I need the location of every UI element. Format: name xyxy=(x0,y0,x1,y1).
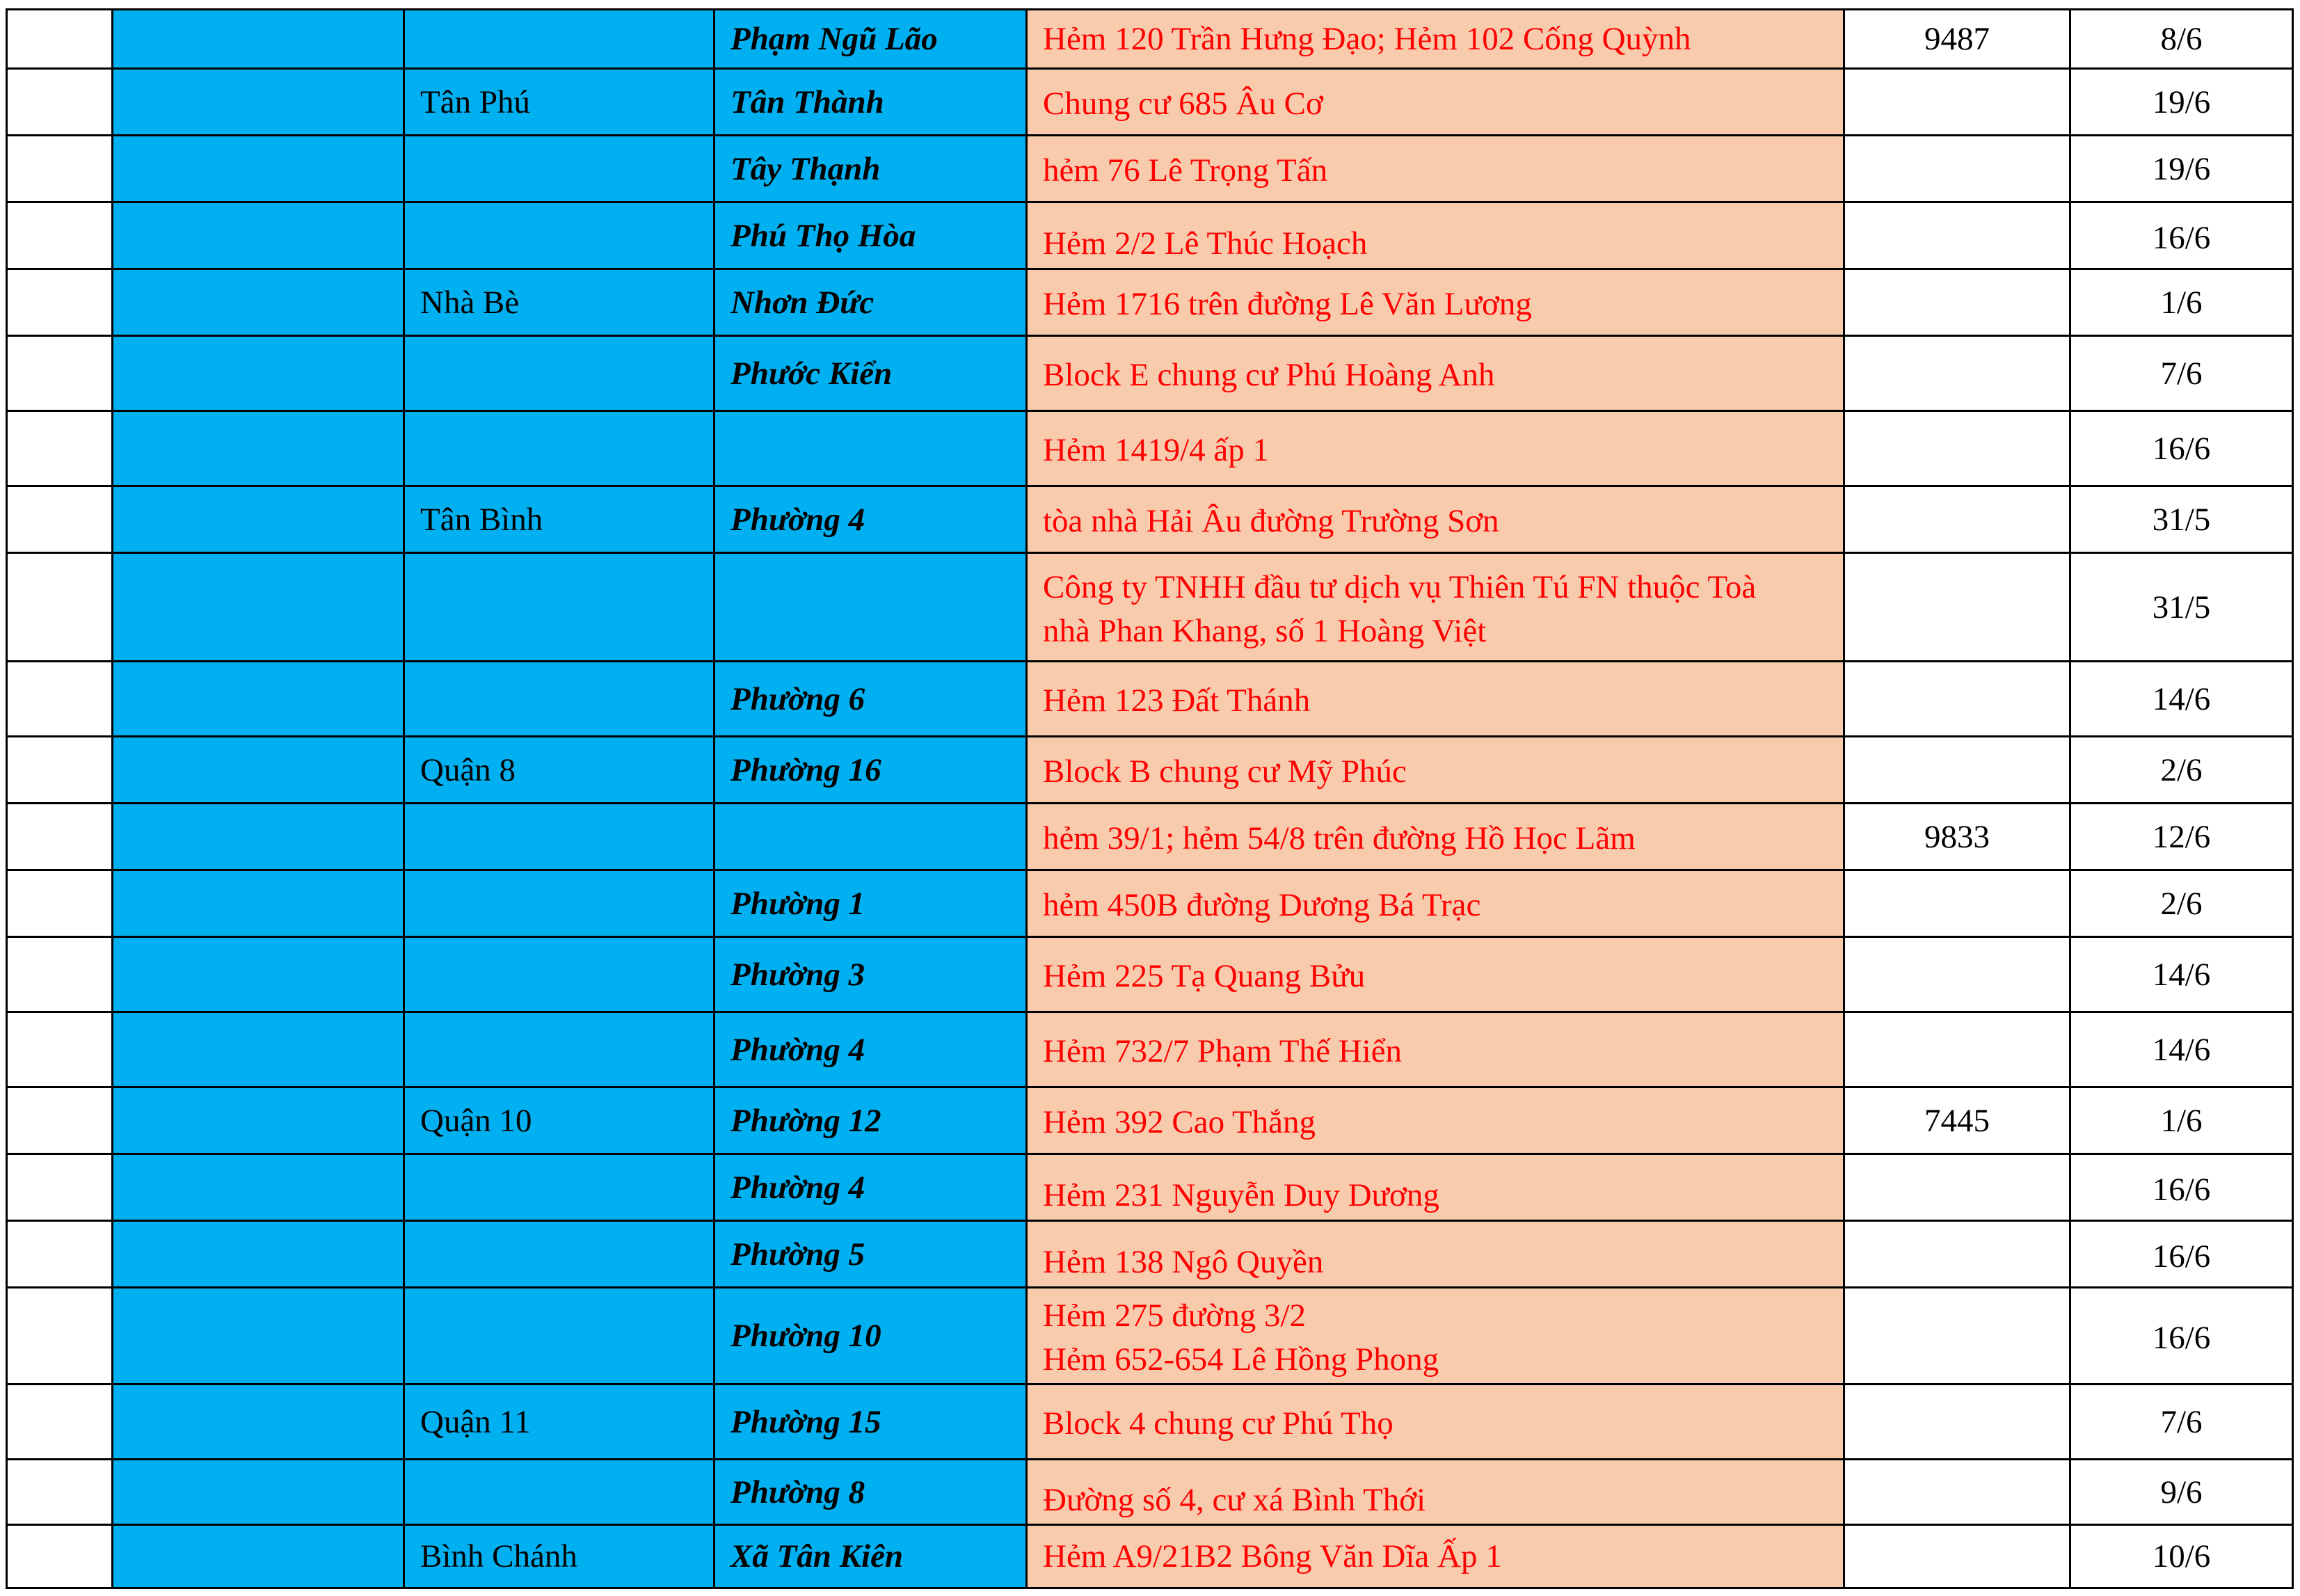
city-cell xyxy=(113,336,404,411)
index-cell xyxy=(7,1221,113,1288)
index-cell xyxy=(7,1460,113,1525)
ward-cell: Phú Thọ Hòa xyxy=(714,202,1027,269)
case-count-cell xyxy=(1844,1460,2070,1525)
city-cell xyxy=(113,1221,404,1288)
district-cell: Tân Phú xyxy=(404,69,714,136)
index-cell xyxy=(7,336,113,411)
table-row xyxy=(7,1288,2293,1384)
date-cell: 14/6 xyxy=(2070,662,2293,737)
city-cell xyxy=(113,136,404,202)
ward-cell: Phường 8 xyxy=(714,1460,1027,1525)
district-cell xyxy=(404,10,714,69)
address-line: hẻm 39/1; hẻm 54/8 trên đường Hồ Học Lãm xyxy=(1043,820,1636,856)
case-count-cell: 9487 xyxy=(1844,10,2070,69)
ward-cell: Phường 4 xyxy=(714,486,1027,553)
index-cell xyxy=(7,737,113,804)
address-line: Hẻm 138 Ngô Quyền xyxy=(1043,1244,1324,1280)
case-count-cell xyxy=(1844,937,2070,1012)
table-row xyxy=(7,1384,2293,1460)
address-line: hẻm 76 Lê Trọng Tấn xyxy=(1043,152,1328,189)
address-line: Hẻm 225 Tạ Quang Bửu xyxy=(1043,958,1366,994)
district-cell xyxy=(404,411,714,486)
table-row xyxy=(7,1012,2293,1087)
ward-cell xyxy=(714,804,1027,870)
index-cell xyxy=(7,937,113,1012)
address-line: Block E chung cư Phú Hoàng Anh xyxy=(1043,357,1495,393)
index-cell xyxy=(7,553,113,662)
ward-cell: Phường 16 xyxy=(714,737,1027,804)
city-cell xyxy=(113,1460,404,1525)
case-count-cell xyxy=(1844,1525,2070,1588)
district-cell xyxy=(404,136,714,202)
case-count-cell xyxy=(1844,1012,2070,1087)
table-row xyxy=(7,804,2293,870)
date-cell: 16/6 xyxy=(2070,1288,2293,1384)
address-line: Hẻm A9/21B2 Bông Văn Dĩa Ấp 1 xyxy=(1043,1538,1502,1574)
case-count-cell xyxy=(1844,1288,2070,1384)
date-cell: 7/6 xyxy=(2070,336,2293,411)
district-cell xyxy=(404,202,714,269)
district-cell: Quận 11 xyxy=(404,1384,714,1460)
ward-cell: Phường 4 xyxy=(714,1012,1027,1087)
table-row xyxy=(7,1525,2293,1588)
address-line: tòa nhà Hải Âu đường Trường Sơn xyxy=(1043,503,1499,539)
address-line: Block 4 chung cư Phú Thọ xyxy=(1043,1405,1393,1442)
index-cell xyxy=(7,1384,113,1460)
date-cell: 16/6 xyxy=(2070,202,2293,269)
city-cell xyxy=(113,486,404,553)
ward-cell: Phước Kiển xyxy=(714,336,1027,411)
ward-cell: Nhơn Đức xyxy=(714,269,1027,336)
address-cell xyxy=(1027,553,1844,662)
city-cell xyxy=(113,69,404,136)
ward-cell xyxy=(714,553,1027,662)
address-line: Hẻm 392 Cao Thắng xyxy=(1043,1104,1316,1140)
district-cell: Nhà Bè xyxy=(404,269,714,336)
index-cell xyxy=(7,69,113,136)
date-cell: 9/6 xyxy=(2070,1460,2293,1525)
city-cell xyxy=(113,804,404,870)
ward-cell: Phường 12 xyxy=(714,1087,1027,1154)
ward-cell: Phạm Ngũ Lão xyxy=(714,10,1027,69)
address-line: Hẻm 123 Đất Thánh xyxy=(1043,683,1311,719)
date-cell: 7/6 xyxy=(2070,1384,2293,1460)
address-cell xyxy=(1027,1087,1844,1154)
address-cell xyxy=(1027,336,1844,411)
address-cell xyxy=(1027,10,1844,69)
date-cell: 12/6 xyxy=(2070,804,2293,870)
case-count-cell xyxy=(1844,1384,2070,1460)
address-line: Hẻm 2/2 Lê Thúc Hoạch xyxy=(1043,225,1368,262)
city-cell xyxy=(113,202,404,269)
district-cell xyxy=(404,336,714,411)
address-line: Hẻm 1419/4 ấp 1 xyxy=(1043,432,1270,468)
date-cell: 14/6 xyxy=(2070,1012,2293,1087)
index-cell xyxy=(7,1288,113,1384)
ward-cell: Tân Thành xyxy=(714,69,1027,136)
case-count-cell xyxy=(1844,202,2070,269)
city-cell xyxy=(113,1525,404,1588)
address-cell xyxy=(1027,1384,1844,1460)
table-row xyxy=(7,136,2293,202)
district-cell xyxy=(404,937,714,1012)
city-cell xyxy=(113,1288,404,1384)
table-row xyxy=(7,486,2293,553)
city-cell xyxy=(113,737,404,804)
date-cell: 16/6 xyxy=(2070,1154,2293,1221)
ward-cell: Phường 5 xyxy=(714,1221,1027,1288)
district-cell: Bình Chánh xyxy=(404,1525,714,1588)
table-row xyxy=(7,1221,2293,1288)
address-cell xyxy=(1027,411,1844,486)
index-cell xyxy=(7,486,113,553)
index-cell xyxy=(7,1525,113,1588)
table-row xyxy=(7,411,2293,486)
address-cell xyxy=(1027,69,1844,136)
case-count-cell xyxy=(1844,1221,2070,1288)
city-cell xyxy=(113,269,404,336)
city-cell xyxy=(113,411,404,486)
address-cell xyxy=(1027,269,1844,336)
table-row xyxy=(7,662,2293,737)
table-row xyxy=(7,937,2293,1012)
date-cell: 31/5 xyxy=(2070,553,2293,662)
city-cell xyxy=(113,1154,404,1221)
address-cell xyxy=(1027,202,1844,269)
table-row xyxy=(7,1460,2293,1525)
city-cell xyxy=(113,662,404,737)
table-row xyxy=(7,553,2293,662)
table-row xyxy=(7,69,2293,136)
table-row xyxy=(7,1154,2293,1221)
case-count-cell xyxy=(1844,662,2070,737)
index-cell xyxy=(7,10,113,69)
city-cell xyxy=(113,553,404,662)
ward-cell: Phường 6 xyxy=(714,662,1027,737)
index-cell xyxy=(7,1012,113,1087)
case-count-cell xyxy=(1844,136,2070,202)
index-cell xyxy=(7,804,113,870)
case-count-cell xyxy=(1844,69,2070,136)
city-cell xyxy=(113,1384,404,1460)
address-line: Hẻm 652-654 Lê Hồng Phong xyxy=(1043,1341,1439,1378)
case-count-cell xyxy=(1844,737,2070,804)
address-line: Hẻm 732/7 Phạm Thế Hiển xyxy=(1043,1033,1403,1069)
district-cell xyxy=(404,804,714,870)
district-cell: Tân Bình xyxy=(404,486,714,553)
city-cell xyxy=(113,1012,404,1087)
ward-cell: Phường 3 xyxy=(714,937,1027,1012)
case-count-cell xyxy=(1844,411,2070,486)
city-cell xyxy=(113,10,404,69)
table-row xyxy=(7,870,2293,937)
city-cell xyxy=(113,937,404,1012)
date-cell: 31/5 xyxy=(2070,486,2293,553)
address-line: Công ty TNHH đầu tư dịch vụ Thiên Tú FN thuộc Toà xyxy=(1043,568,1757,605)
case-count-cell xyxy=(1844,1154,2070,1221)
address-line: Hẻm 120 Trần Hưng Đạo; Hẻm 102 Cống Quỳnh xyxy=(1043,20,1691,57)
ward-cell xyxy=(714,411,1027,486)
city-cell xyxy=(113,1087,404,1154)
index-cell xyxy=(7,411,113,486)
address-cell xyxy=(1027,870,1844,937)
district-cell xyxy=(404,662,714,737)
address-line: nhà Phan Khang, số 1 Hoàng Việt xyxy=(1043,612,1487,649)
ward-cell: Tây Thạnh xyxy=(714,136,1027,202)
address-cell xyxy=(1027,737,1844,804)
address-line: Đường số 4, cư xá Bình Thới xyxy=(1043,1482,1426,1518)
index-cell xyxy=(7,662,113,737)
table-row xyxy=(7,269,2293,336)
date-cell: 8/6 xyxy=(2070,10,2293,69)
index-cell xyxy=(7,202,113,269)
address-line: Block B chung cư Mỹ Phúc xyxy=(1043,753,1407,790)
ward-cell: Xã Tân Kiên xyxy=(714,1525,1027,1588)
address-cell xyxy=(1027,486,1844,553)
address-line: hẻm 450B đường Dương Bá Trạc xyxy=(1043,887,1481,923)
date-cell: 2/6 xyxy=(2070,737,2293,804)
table-row xyxy=(7,737,2293,804)
date-cell: 19/6 xyxy=(2070,69,2293,136)
case-count-cell xyxy=(1844,269,2070,336)
address-cell xyxy=(1027,937,1844,1012)
date-cell: 10/6 xyxy=(2070,1525,2293,1588)
lockdown-area-table xyxy=(6,8,2294,1589)
date-cell: 2/6 xyxy=(2070,870,2293,937)
date-cell: 1/6 xyxy=(2070,269,2293,336)
ward-cell: Phường 15 xyxy=(714,1384,1027,1460)
date-cell: 16/6 xyxy=(2070,1221,2293,1288)
district-cell xyxy=(404,1221,714,1288)
date-cell: 1/6 xyxy=(2070,1087,2293,1154)
date-cell: 16/6 xyxy=(2070,411,2293,486)
address-cell xyxy=(1027,1221,1844,1288)
index-cell xyxy=(7,1154,113,1221)
district-cell: Quận 8 xyxy=(404,737,714,804)
date-cell: 14/6 xyxy=(2070,937,2293,1012)
case-count-cell: 9833 xyxy=(1844,804,2070,870)
index-cell xyxy=(7,136,113,202)
case-count-cell xyxy=(1844,870,2070,937)
table-row xyxy=(7,1087,2293,1154)
address-line: Hẻm 1716 trên đường Lê Văn Lương xyxy=(1043,286,1532,322)
date-cell: 19/6 xyxy=(2070,136,2293,202)
address-cell xyxy=(1027,1525,1844,1588)
address-cell xyxy=(1027,1460,1844,1525)
address-line: Hẻm 275 đường 3/2 xyxy=(1043,1298,1306,1334)
address-cell xyxy=(1027,1154,1844,1221)
index-cell xyxy=(7,269,113,336)
address-cell xyxy=(1027,1288,1844,1384)
case-count-cell xyxy=(1844,336,2070,411)
district-cell xyxy=(404,1154,714,1221)
ward-cell: Phường 4 xyxy=(714,1154,1027,1221)
index-cell xyxy=(7,870,113,937)
district-cell xyxy=(404,870,714,937)
city-cell xyxy=(113,870,404,937)
district-cell xyxy=(404,1288,714,1384)
case-count-cell xyxy=(1844,486,2070,553)
address-line: Hẻm 231 Nguyễn Duy Dương xyxy=(1043,1177,1439,1213)
case-count-cell xyxy=(1844,553,2070,662)
case-count-cell: 7445 xyxy=(1844,1087,2070,1154)
index-cell xyxy=(7,1087,113,1154)
address-line: Chung cư 685 Âu Cơ xyxy=(1043,86,1323,122)
district-cell xyxy=(404,1460,714,1525)
address-cell xyxy=(1027,1012,1844,1087)
ward-cell: Phường 10 xyxy=(714,1288,1027,1384)
district-cell xyxy=(404,1012,714,1087)
address-cell xyxy=(1027,136,1844,202)
ward-cell: Phường 1 xyxy=(714,870,1027,937)
table-row xyxy=(7,10,2293,69)
address-cell xyxy=(1027,804,1844,870)
address-cell xyxy=(1027,662,1844,737)
district-cell xyxy=(404,553,714,662)
table-row xyxy=(7,202,2293,269)
table-row xyxy=(7,336,2293,411)
district-cell: Quận 10 xyxy=(404,1087,714,1154)
